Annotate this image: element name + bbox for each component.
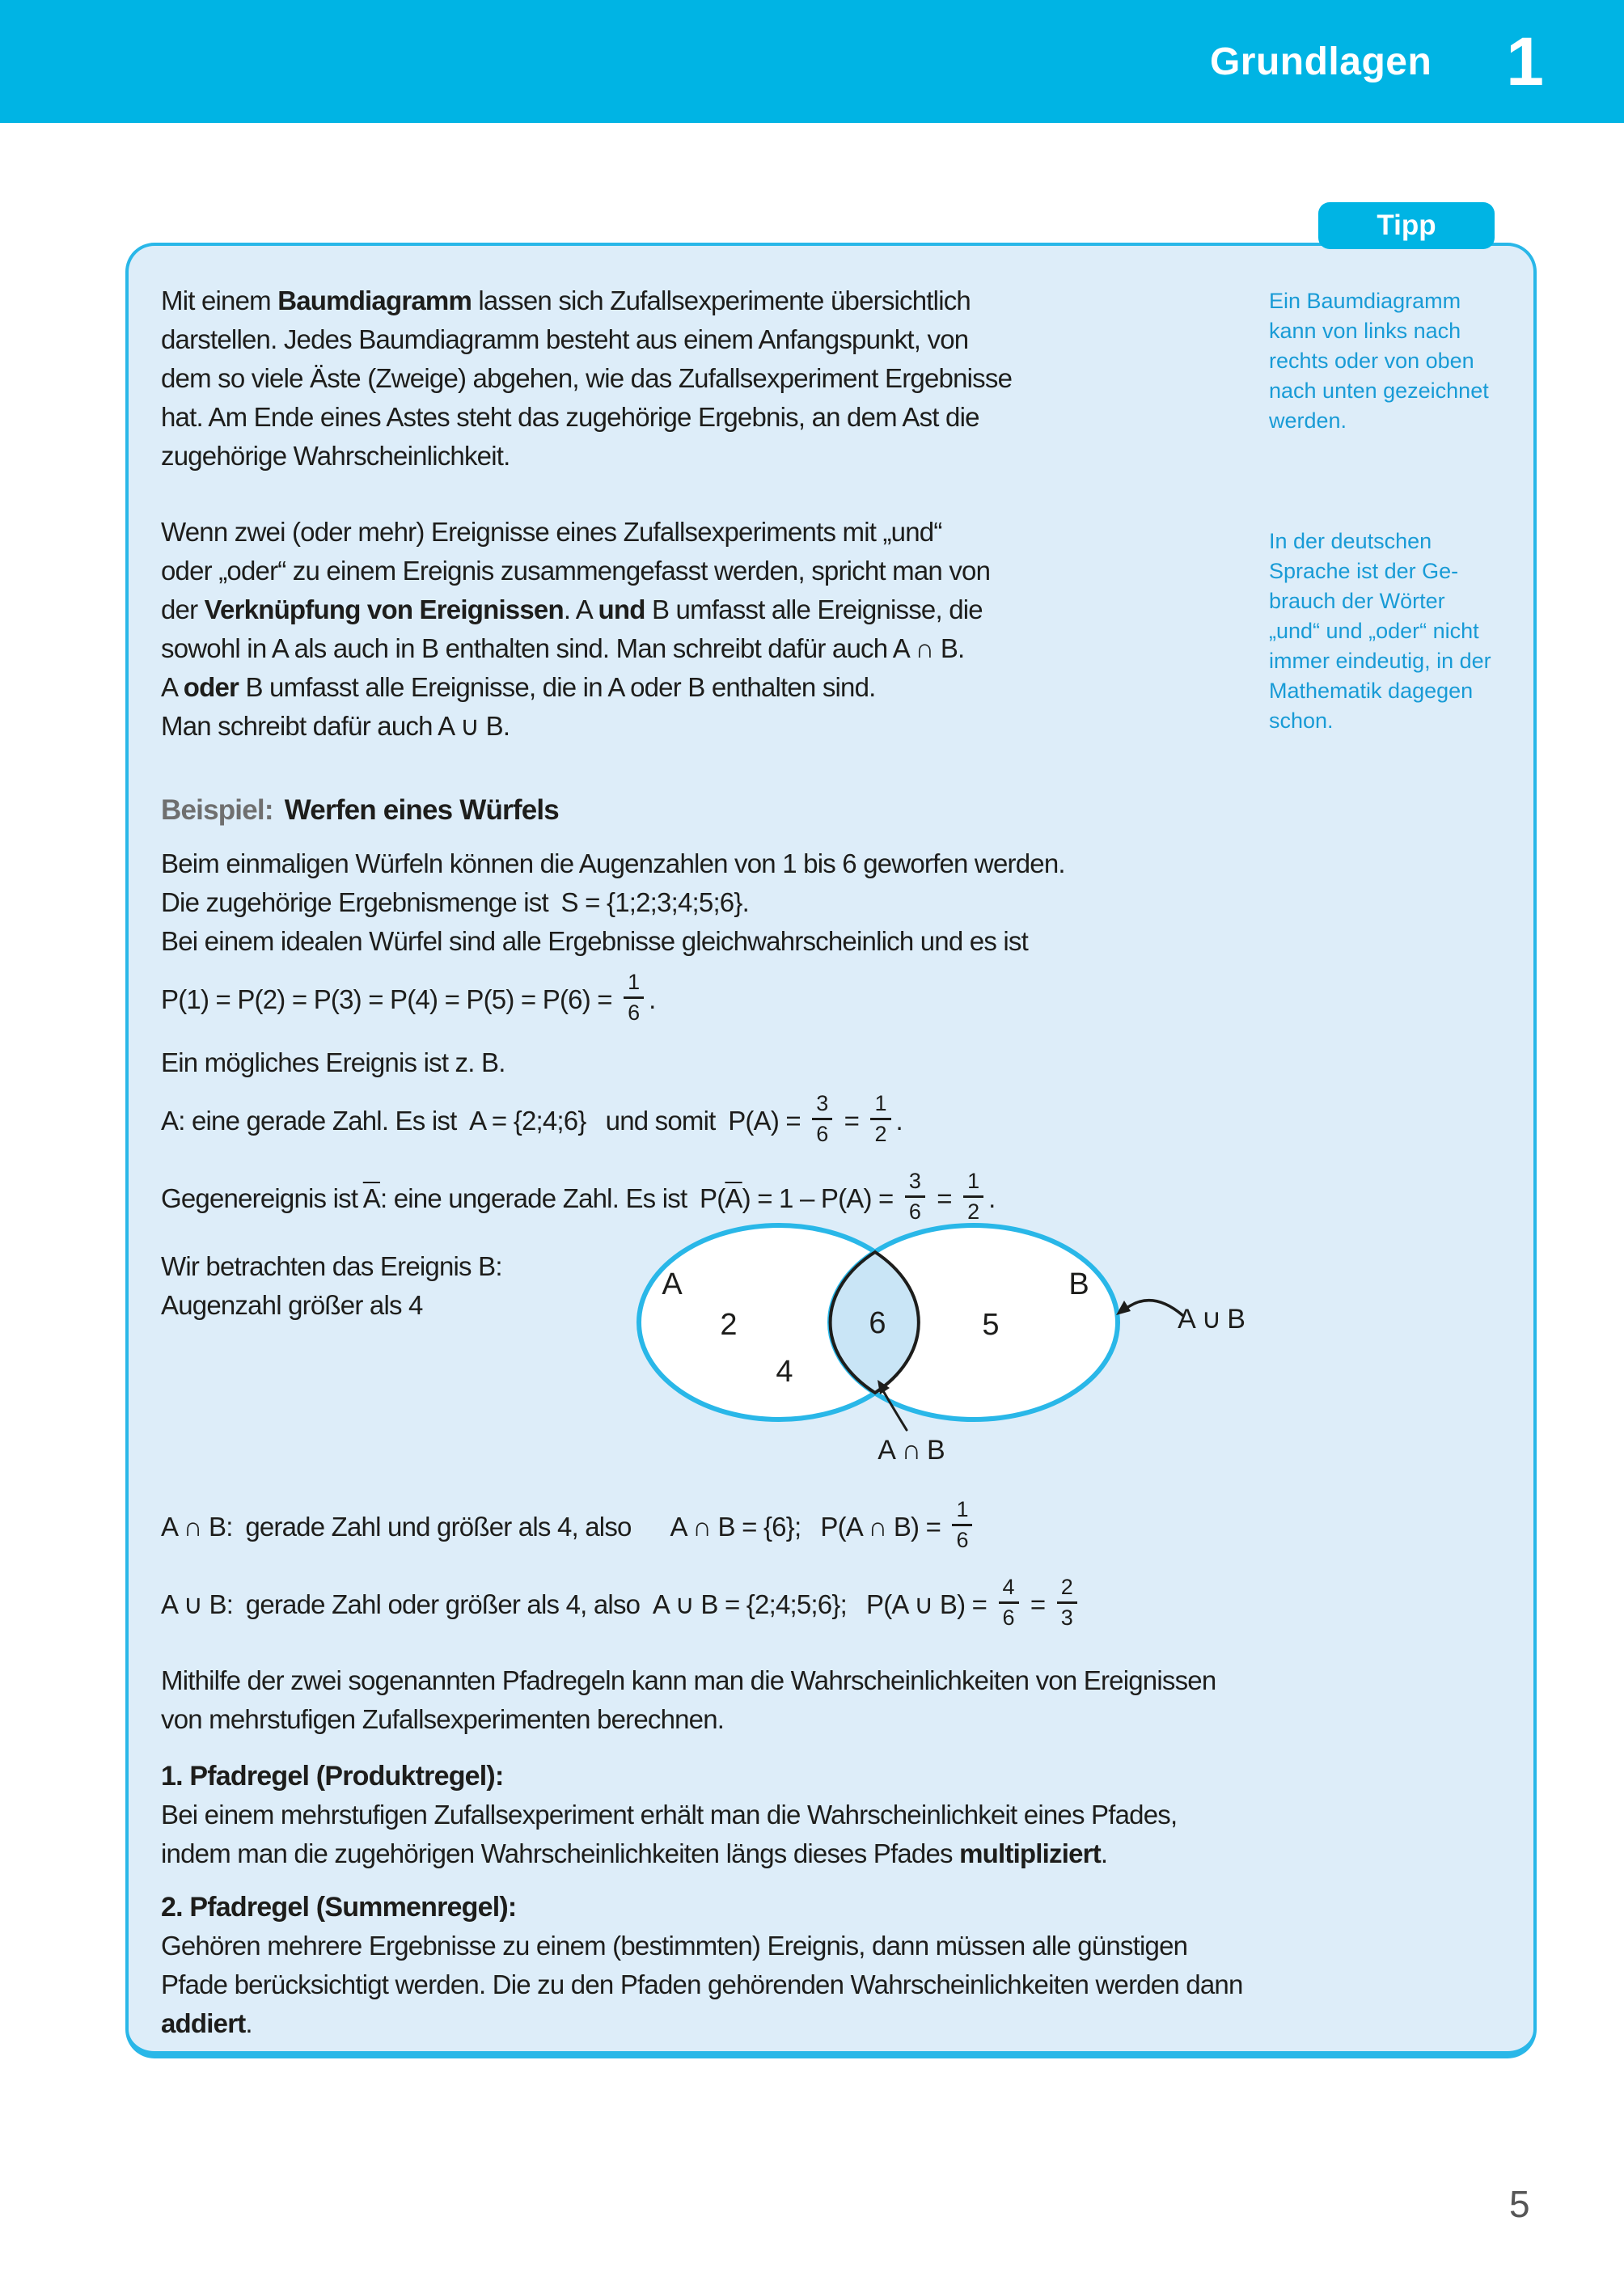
fraction-denominator: 2 bbox=[967, 1199, 980, 1225]
tip-note-2: In der deutschen Sprache ist der Ge- brauch der Wörter „und“ und „oder“ nicht immer eindeutig, in der Mathematik dagegen schon. bbox=[1269, 529, 1491, 733]
bold-run: Baumdiagramm bbox=[277, 286, 472, 315]
dice-line-3: Bei einem idealen Würfel sind alle Ergebnisse gleichwahrscheinlich und es ist bbox=[161, 926, 1029, 956]
venn-diagram bbox=[626, 1205, 1273, 1480]
text-run: A ∪ B: gerade Zahl oder größer als 4, also A ∪ B = {2;4;5;6}; P(A ∪ B) = bbox=[161, 1589, 994, 1619]
main-column bbox=[161, 281, 1245, 2043]
bold-run: und bbox=[598, 594, 645, 624]
text-run: . bbox=[245, 2008, 252, 2038]
text-run: ) = 1 – P(A) = bbox=[742, 1183, 900, 1213]
text-run: . bbox=[1100, 1838, 1108, 1868]
venn-diagram-row bbox=[161, 1237, 1245, 1488]
text-run: Gehören mehrere Ergebnisse zu einem (bestimmten) Ereignis, dann müssen alle günstigen Pfade berücksichtigt werden. Die zu den Pfaden gehörenden Wahrscheinlichkeiten werden dann bbox=[161, 1931, 1243, 1999]
text-run: = bbox=[929, 1183, 959, 1213]
fraction-numerator: 3 bbox=[905, 1170, 925, 1198]
fraction-denominator: 3 bbox=[1060, 1606, 1073, 1631]
text-run: P(1) = P(2) = P(3) = P(4) = P(5) = P(6) = bbox=[161, 984, 620, 1014]
tipp-tab bbox=[1318, 202, 1495, 249]
label-union: A ∪ B bbox=[1178, 1304, 1245, 1335]
chapter-number: 1 bbox=[1506, 23, 1544, 99]
bold-run: Verknüpfung von Ereignissen bbox=[204, 594, 564, 624]
venn-intro-line-1: Wir betrachten das Ereignis B: bbox=[161, 1251, 502, 1281]
text-run: A: eine gerade Zahl. Es ist A = {2;4;6} und somit P(A) = bbox=[161, 1106, 808, 1136]
fraction-denominator: 2 bbox=[874, 1122, 887, 1147]
label-number-4: 4 bbox=[776, 1355, 793, 1389]
fraction-numerator: 3 bbox=[812, 1092, 832, 1120]
label-number-6: 6 bbox=[869, 1306, 886, 1340]
paragraph-tree-diagram bbox=[161, 281, 1245, 476]
fraction-numerator: 1 bbox=[870, 1092, 890, 1120]
fraction-denominator: 6 bbox=[908, 1199, 921, 1225]
fraction bbox=[812, 1092, 832, 1146]
text-run: = bbox=[1023, 1589, 1052, 1619]
text-run: Gegenereignis ist bbox=[161, 1183, 363, 1213]
fraction bbox=[870, 1092, 890, 1146]
formula-union bbox=[161, 1566, 1245, 1644]
possible-event-line: Ein mögliches Ereignis ist z. B. bbox=[161, 1047, 505, 1077]
label-set-a: A bbox=[662, 1267, 683, 1301]
fraction-numerator: 4 bbox=[999, 1576, 1019, 1604]
text-run: . bbox=[895, 1106, 903, 1136]
a-bar-symbol: $\overline{A}$ bbox=[725, 1183, 742, 1213]
dice-example-block bbox=[161, 844, 1245, 1237]
formula-intersection bbox=[161, 1488, 1245, 1566]
label-set-b: B bbox=[1068, 1267, 1089, 1301]
chapter-title: Grundlagen bbox=[1209, 40, 1432, 83]
fraction-denominator: 6 bbox=[628, 1001, 641, 1026]
rule-1-title: 1. Pfadregel (Produktregel): bbox=[161, 1761, 504, 1792]
fraction-denominator: 6 bbox=[1002, 1606, 1015, 1631]
path-rules-intro: Mithilfe der zwei sogenannten Pfadregeln kann man die Wahrscheinlichkeiten von Ereignissen von mehrstufigen Zufallsexperimenten berechnen. bbox=[161, 1665, 1216, 1734]
example-heading bbox=[161, 791, 1245, 830]
bold-run: oder bbox=[183, 672, 239, 702]
label-number-2: 2 bbox=[720, 1308, 738, 1342]
rule-2-body bbox=[161, 1927, 1245, 2043]
fraction bbox=[1057, 1576, 1077, 1630]
label-intersection: A ∩ B bbox=[878, 1435, 945, 1466]
venn-intro-text bbox=[161, 1247, 502, 1325]
text-run: lassen sich Zufallsexperimente übersichtlich darstellen. Jedes Baumdiagramm besteht aus einem Anfangspunkt, von dem so viele Äste (Zweige) abgehen, wie das Zufallsexperiment Ergebnisse hat. Am Ende eines Astes steht das zugehörige Ergebnis, an dem Ast die zugehörige Wahrscheinlichkeit. bbox=[161, 286, 1013, 471]
formula-equal-probabilities bbox=[161, 961, 1245, 1039]
fraction-numerator: 1 bbox=[624, 971, 644, 999]
bold-run: addiert bbox=[161, 2008, 246, 2038]
fraction-numerator: 1 bbox=[963, 1170, 983, 1198]
text-run: B umfasst alle Ereignisse, die in A oder B enthalten sind. Man schreibt dafür auch A ∪ B. bbox=[161, 672, 876, 741]
text-run: . bbox=[988, 1183, 996, 1213]
example-title: Werfen eines Würfels bbox=[284, 794, 559, 826]
fraction bbox=[999, 1576, 1019, 1630]
fraction-denominator: 6 bbox=[816, 1122, 829, 1147]
fraction bbox=[624, 971, 644, 1025]
tip-note-1: Ein Baumdiagramm kann von links nach rechts oder von oben nach unten gezeichnet werden. bbox=[1269, 289, 1489, 433]
label-number-5: 5 bbox=[982, 1308, 1000, 1342]
tipp-sidebar bbox=[1269, 281, 1520, 2043]
dice-line-2: Die zugehörige Ergebnismenge ist S = {1;2;3;4;5;6}. bbox=[161, 887, 749, 917]
text-run: = bbox=[837, 1106, 866, 1136]
a-bar-symbol: $\overline{A}$ bbox=[362, 1183, 380, 1213]
bold-run: multipliziert bbox=[959, 1838, 1101, 1868]
tipp-label: Tipp bbox=[1377, 209, 1436, 241]
fraction bbox=[952, 1498, 972, 1552]
formula-event-a bbox=[161, 1082, 1245, 1160]
text-run: . bbox=[649, 984, 656, 1014]
chapter-header-bar bbox=[0, 0, 1624, 123]
text-run: : eine ungerade Zahl. Es ist P( bbox=[379, 1183, 725, 1213]
text-run: Mit einem bbox=[161, 286, 278, 315]
dice-line-1: Beim einmaligen Würfeln können die Augenzahlen von 1 bis 6 geworfen werden. bbox=[161, 848, 1065, 878]
text-run: A ∩ B: gerade Zahl und größer als 4, also A ∩ B = {6}; P(A ∩ B) = bbox=[161, 1512, 948, 1542]
fraction-numerator: 2 bbox=[1057, 1576, 1077, 1604]
content-box bbox=[125, 243, 1537, 2058]
fraction-denominator: 6 bbox=[956, 1528, 969, 1553]
paragraph-event-combination bbox=[161, 513, 1245, 746]
page-number: 5 bbox=[1509, 2183, 1530, 2225]
text-run: Bei einem mehrstufigen Zufallsexperiment erhält man die Wahrscheinlichkeit eines Pfades, indem man die zugehörigen Wahrscheinlichkeiten längs dieses Pfades bbox=[161, 1800, 1178, 1868]
text-run: . A bbox=[563, 594, 598, 624]
rule-1-body bbox=[161, 1796, 1245, 1873]
example-label: Beispiel: bbox=[161, 794, 273, 826]
text-run: Wenn zwei (oder mehr) Ereignisse eines Zufallsexperiments mit „und“ oder „oder“ zu einem Ereignis zusammengefasst werden, spricht man von der bbox=[161, 517, 991, 624]
fraction-numerator: 1 bbox=[952, 1498, 972, 1526]
venn-intro-line-2: Augenzahl größer als 4 bbox=[161, 1290, 423, 1320]
text-run: B umfasst alle Ereignisse, die sowohl in A als auch in B enthalten sind. Man schreibt dafür auch A ∩ B. A bbox=[161, 594, 983, 702]
union-arrow bbox=[1126, 1301, 1182, 1315]
rule-2-title: 2. Pfadregel (Summenregel): bbox=[161, 1892, 517, 1923]
